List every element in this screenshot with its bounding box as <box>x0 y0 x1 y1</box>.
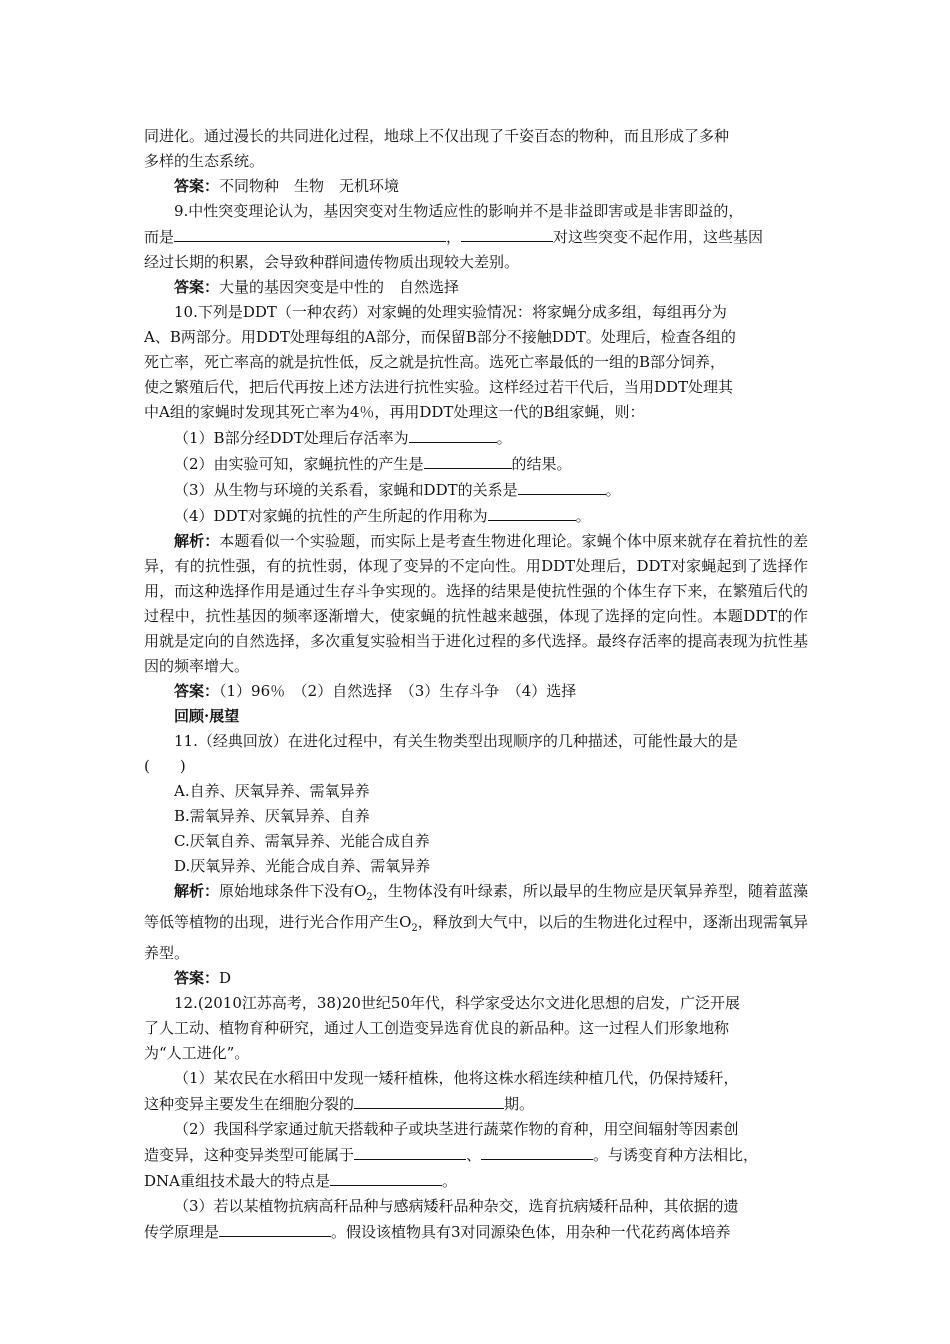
option-d: D.厌氧异养、光能合成自养、需氧异养 <box>174 857 431 875</box>
text-span: 这种变异主要发生在细胞分裂的 <box>144 1095 355 1113</box>
option-c: C.厌氧自养、需氧异养、光能合成自养 <box>174 832 430 850</box>
question-10-sub-3 <box>144 477 808 503</box>
question-12-sub-1: （1）某农民在水稻田中发现一矮秆植株，他将这株水稻连续种植几代，仍保持矮秆， <box>174 1069 739 1087</box>
fill-blank <box>518 477 606 495</box>
text-line: 同进化。通过漫长的共同进化过程，地球上不仅出现了千姿百态的物种，而且形成了多种 <box>144 127 730 145</box>
fill-blank <box>330 1168 442 1186</box>
answer-label: 答案： <box>174 969 220 987</box>
question-12-sub-2 <box>144 1142 808 1168</box>
fill-blank <box>424 451 512 469</box>
answer-text: 不同物种 生物 无机环境 <box>219 177 400 195</box>
fill-blank <box>219 1219 331 1237</box>
fill-blank <box>174 224 446 242</box>
text-span: （2）由实验可知，家蝇抗性的产生是 <box>174 455 424 473</box>
text-span: DNA重组技术最大的特点是 <box>144 1172 330 1190</box>
option-b: B.需氧异养、厌氧异养、自养 <box>174 807 370 825</box>
answer-text: 大量的基因突变是中性的 自然选择 <box>219 278 460 296</box>
question-9-line: 经过长期的积累，会导致种群间遗传物质出现较大差别。 <box>144 253 520 271</box>
question-9-line: 9.中性突变理论认为，基因突变对生物适应性的影响并不是非益即害或是非害即益的， <box>174 202 744 220</box>
document-body <box>144 124 808 1245</box>
question-10-line: 死亡率，死亡率高的就是抗性低，反之就是抗性高。选死亡率最低的一组的B部分饲养， <box>144 353 726 371</box>
question-12-sub-3: （3）若以某植物抗病高秆品种与感病矮秆品种杂交，选育抗病矮秆品种，其依据的遗 <box>174 1197 739 1215</box>
text-span: 的结果。 <box>511 455 572 473</box>
text-span: （3）从生物与环境的关系看，家蝇和DDT的关系是 <box>174 481 518 499</box>
text-line: 多样的生态系统。 <box>144 152 265 170</box>
question-12-sub-3 <box>144 1219 808 1245</box>
text-span: （4）DDT对家蝇的抗性的产生所起的作用称为 <box>174 507 488 525</box>
answer-11 <box>144 966 808 991</box>
fill-blank <box>354 1142 466 1160</box>
question-12-sub-2 <box>144 1168 808 1194</box>
question-11-line: 11.（经典回放）在进化过程中，有关生物类型出现顺序的几种描述，可能性最大的是 <box>174 732 738 750</box>
text-span: 。 <box>605 481 621 499</box>
text-span: 、 <box>466 1146 482 1164</box>
answer-9 <box>144 275 808 300</box>
question-10-sub-2 <box>144 451 808 477</box>
answer-10 <box>144 679 808 704</box>
question-12-sub-2: （2）我国科学家通过航天搭载种子或块茎进行蔬菜作物的育种，用空间辐射等因素创 <box>174 1120 739 1138</box>
answer-text: D <box>219 969 232 987</box>
fill-blank <box>488 503 576 521</box>
question-10-line: 中A组的家蝇时发现其死亡率为4％，再用DDT处理这一代的B组家蝇，则： <box>144 403 645 421</box>
text-span: 。 <box>442 1172 458 1190</box>
explanation-label: 解析： <box>174 882 220 900</box>
question-10-line: A、B两部分。用DDT处理每组的A部分，而保留B部分不接触DDT。处理后，检查各组的 <box>144 328 736 346</box>
text-span: 。 <box>575 507 591 525</box>
text-span: 造变异，这种变异类型可能属于 <box>144 1146 355 1164</box>
fill-blank <box>409 425 497 443</box>
fill-blank <box>481 1142 593 1160</box>
question-12-sub-1 <box>144 1091 808 1117</box>
section-heading: 回顾·展望 <box>174 707 240 725</box>
explanation-text: 本题看似一个实验题，而实际上是考查生物进化理论。家蝇个体中原来就存在着抗性的差异，有的抗性强，有的抗性弱，体现了变异的不定向性。用DDT处理后，DDT对家蝇起到了选择作用，而这种选择作用是通过生存斗争实现的。选择的结果是使抗性强的个体生存下来，在繁殖后代的过程中，抗性基因的频率逐渐增大，使家蝇的抗性越来越强，体现了选择的定向性。本题DDT的作用就是定向的自然选择，多次重复实验相当于进化过程的多代选择。最终存活率的提高表现为抗性基因的频率增大。 <box>144 532 808 675</box>
question-12-line: 12.(2010江苏高考，38)20世纪50年代，科学家受达尔文进化思想的启发，广泛开展 <box>174 994 740 1012</box>
explanation-11 <box>144 879 808 966</box>
text-span: 。与诱变育种方法相比， <box>593 1146 759 1164</box>
text-span: 。 <box>496 429 512 447</box>
question-10-line: 10.下列是DDT（一种农药）对家蝇的处理实验情况：将家蝇分成多组，每组再分为 <box>174 303 727 321</box>
answer-label: 答案： <box>174 278 220 296</box>
text-span: 原始地球条件下没有O <box>219 882 367 900</box>
question-10-sub-4 <box>144 503 808 529</box>
question-9-line <box>144 224 808 250</box>
subscript: 2 <box>411 923 418 934</box>
fill-blank <box>461 224 553 242</box>
answer-8 <box>144 174 808 199</box>
text-span: ， <box>446 228 462 246</box>
text-span: 而是 <box>144 228 175 246</box>
question-12-line: 为“人工进化”。 <box>144 1044 250 1062</box>
question-11-line: ( ) <box>144 757 186 775</box>
text-span: 对这些突变不起作用，这些基因 <box>553 228 764 246</box>
answer-label: 答案： <box>174 177 220 195</box>
option-a: A.自养、厌氧异养、需氧异养 <box>174 782 370 800</box>
answer-label: 答案： <box>174 682 220 700</box>
question-10-sub-1 <box>144 425 808 451</box>
question-10-line: 使之繁殖后代，把后代再按上述方法进行抗性实验。这样经过若干代后，当用DDT处理其 <box>144 378 734 396</box>
text-span: 期。 <box>504 1095 535 1113</box>
text-span: ，释放到大气中，以后的生物进化过程中，逐渐出现需氧异养型。 <box>144 913 808 962</box>
explanation-10 <box>144 529 808 679</box>
fill-blank <box>354 1091 504 1109</box>
text-span: 传学原理是 <box>144 1223 220 1241</box>
answer-text: （1）96％ （2）自然选择 （3）生存斗争 （4）选择 <box>219 682 577 700</box>
question-12-line: 了人工动、植物育种研究，通过人工创造变异选育优良的新品种。这一过程人们形象地称 <box>144 1019 730 1037</box>
text-span: 。假设该植物具有3对同源染色体，用杂种一代花药离体培养 <box>331 1223 731 1241</box>
subscript: 2 <box>366 892 373 903</box>
text-span: （1）B部分经DDT处理后存活率为 <box>174 429 409 447</box>
explanation-label: 解析： <box>174 532 220 550</box>
text-span: ，生物体没有叶绿素，所以最早的生物应是厌氧异养型，随着蓝藻等低等植物的出现，进行光合作用产生O <box>144 882 808 931</box>
